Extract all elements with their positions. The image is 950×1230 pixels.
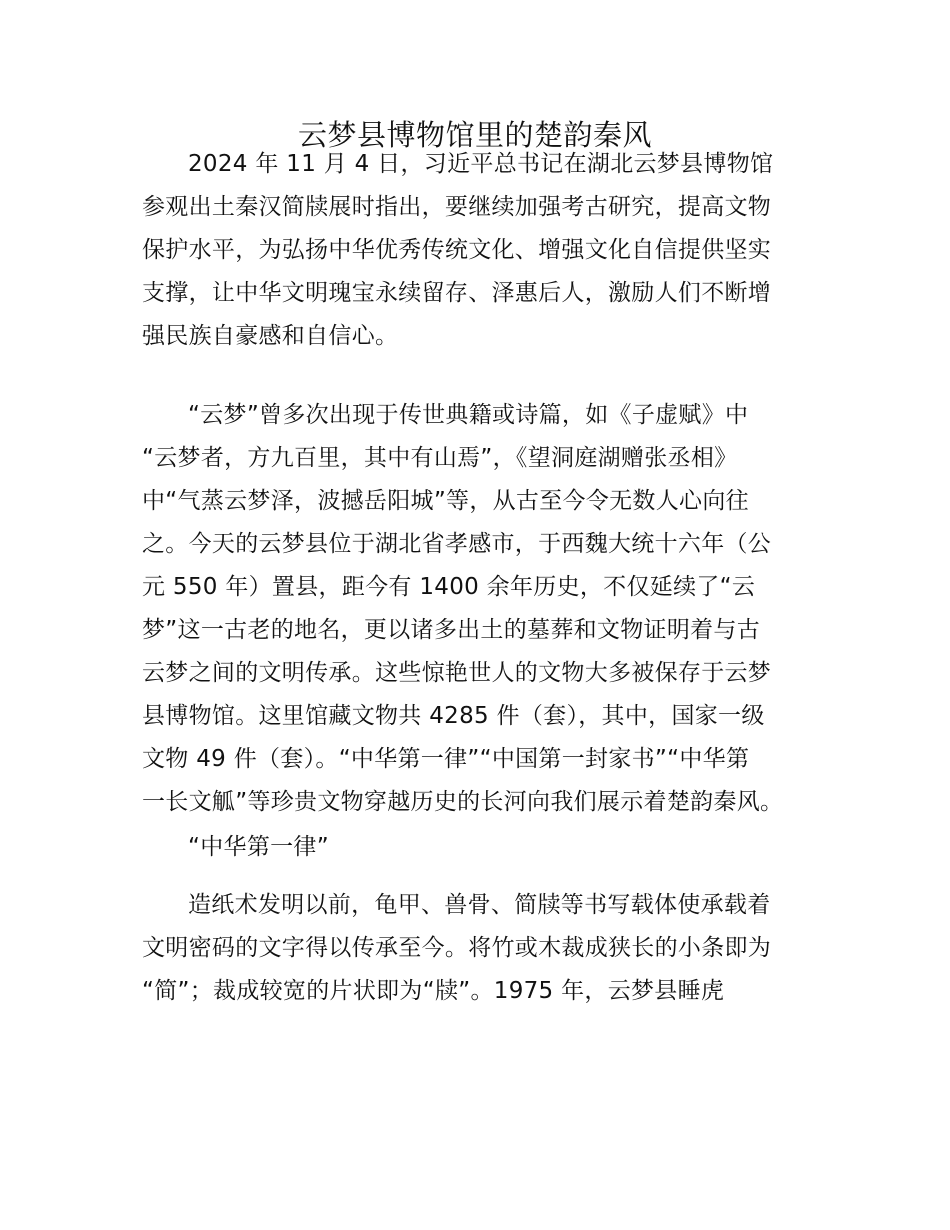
text-line: 之。今天的云梦县位于湖北省孝感市，于西魏大统十六年（公 [142, 531, 772, 557]
text-line: 梦”这一古老的地名，更以诸多出土的墓葬和文物证明着与古 [142, 617, 761, 643]
text-line: 元 550 年）置县，距今有 1400 余年历史，不仅延续了“云 [142, 574, 756, 600]
text-line: 参观出土秦汉简牍展时指出，要继续加强考古研究，提高文物 [142, 194, 772, 220]
text-line: “云梦”曾多次出现于传世典籍或诗篇，如《子虚赋》中 [188, 402, 749, 428]
paragraph-bamboo-slips [142, 884, 822, 1013]
paragraph-yunmeng-history [142, 394, 822, 824]
text-line: 造纸术发明以前，龟甲、兽骨、简牍等书写载体使承载着 [188, 892, 771, 918]
text-line: 文物 49 件（套）。“中华第一律”“中国第一封家书”“中华第 [142, 746, 750, 772]
section-heading [142, 826, 822, 869]
text-line: 云梦之间的文明传承。这些惊艳世人的文物大多被保存于云梦 [142, 660, 772, 686]
page-title: 云梦县博物馆里的楚韵秦风 [297, 118, 652, 152]
text-line: “云梦者，方九百里，其中有山焉”，《望洞庭湖赠张丞相》 [142, 445, 738, 471]
text-line: 文明密码的文字得以传承至今。将竹或木裁成狭长的小条即为 [142, 935, 772, 961]
text-line: 强民族自豪感和自信心。 [142, 323, 399, 349]
text-line: “简”；裁成较宽的片状即为“牍”。1975 年，云梦县睡虎 [142, 978, 725, 1004]
text-line: 一长文觚”等珍贵文物穿越历史的长河向我们展示着楚韵秦风。 [142, 789, 784, 815]
text-line: 保护水平，为弘扬中华优秀传统文化、增强文化自信提供坚实 [142, 237, 772, 263]
text-line: 县博物馆。这里馆藏文物共 4285 件（套），其中，国家一级 [142, 703, 765, 729]
paragraph-intro [142, 143, 822, 358]
text-line: 2024 年 11 月 4 日，习近平总书记在湖北云梦县博物馆 [188, 151, 774, 177]
text-line: 支撑，让中华文明瑰宝永续留存、泽惠后人，激励人们不断增 [142, 280, 772, 306]
text-line: 中“气蒸云梦泽，波撼岳阳城”等，从古至今令无数人心向往 [142, 488, 749, 514]
section-heading-text: “中华第一律” [188, 834, 329, 860]
